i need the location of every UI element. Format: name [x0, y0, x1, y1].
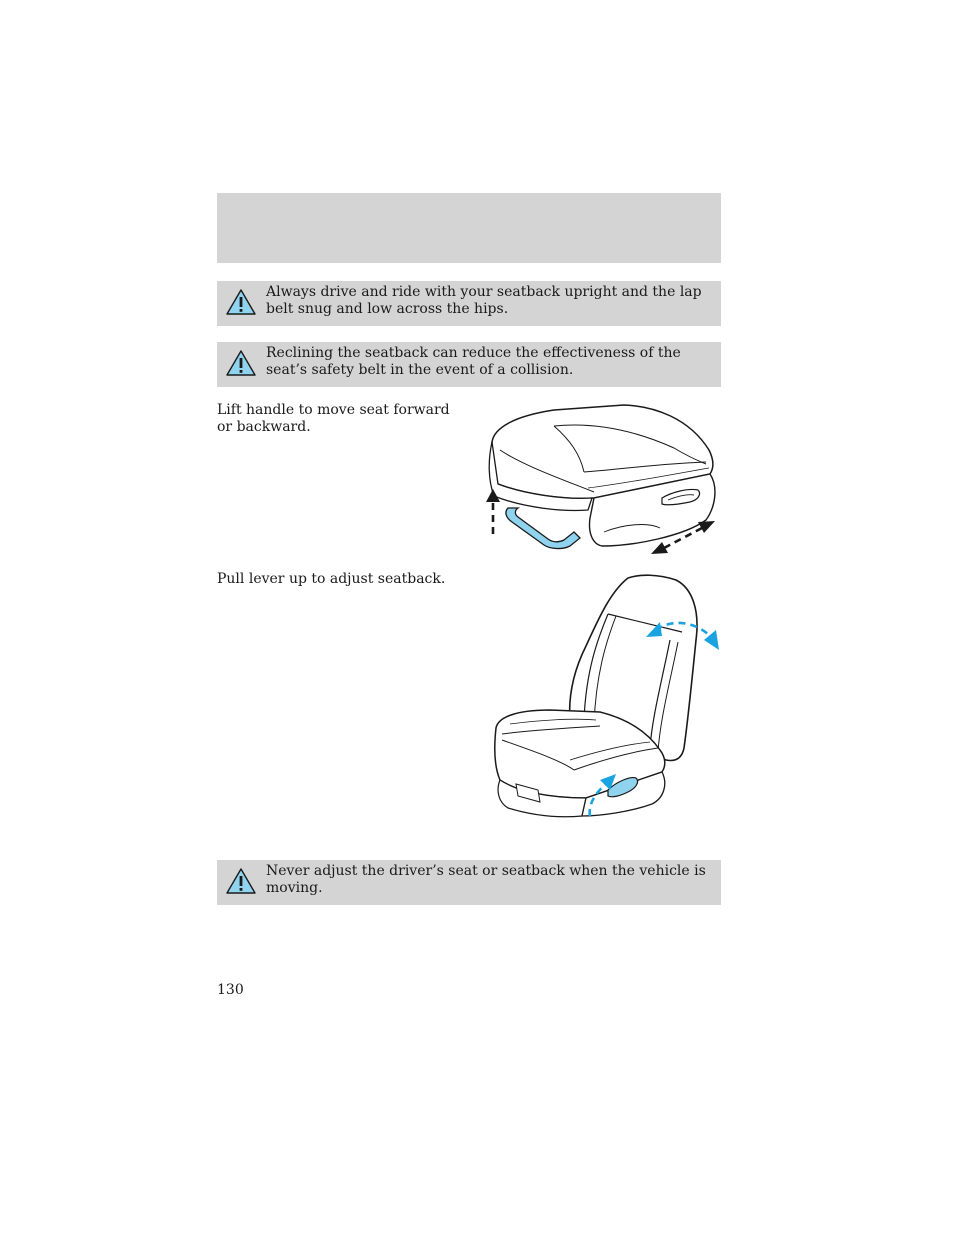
warning-triangle-icon [225, 349, 257, 377]
page-number: 130 [217, 982, 244, 998]
warning-box-upright [217, 281, 721, 326]
instruction-fore-aft: Lift handle to move seat forward or backward. [217, 402, 450, 435]
warning-text: Never adjust the driver’s seat or seatback when the vehicle is moving. [266, 863, 706, 896]
warning-text: Always drive and ride with your seatback upright and the lap belt snug and low across the hips. [266, 284, 702, 317]
warning-box-reclining [217, 342, 721, 387]
seat-fore-aft-illustration [484, 400, 724, 560]
instruction-recline: Pull lever up to adjust seatback. [217, 571, 446, 587]
warning-triangle-icon [225, 288, 257, 316]
warning-triangle-icon [225, 867, 257, 895]
section-header-band [217, 193, 721, 263]
warning-box-never-adjust [217, 860, 721, 905]
seat-recline-illustration [490, 570, 724, 822]
warning-text: Reclining the seatback can reduce the effectiveness of the seat’s safety belt in the event of a collision. [266, 345, 681, 378]
